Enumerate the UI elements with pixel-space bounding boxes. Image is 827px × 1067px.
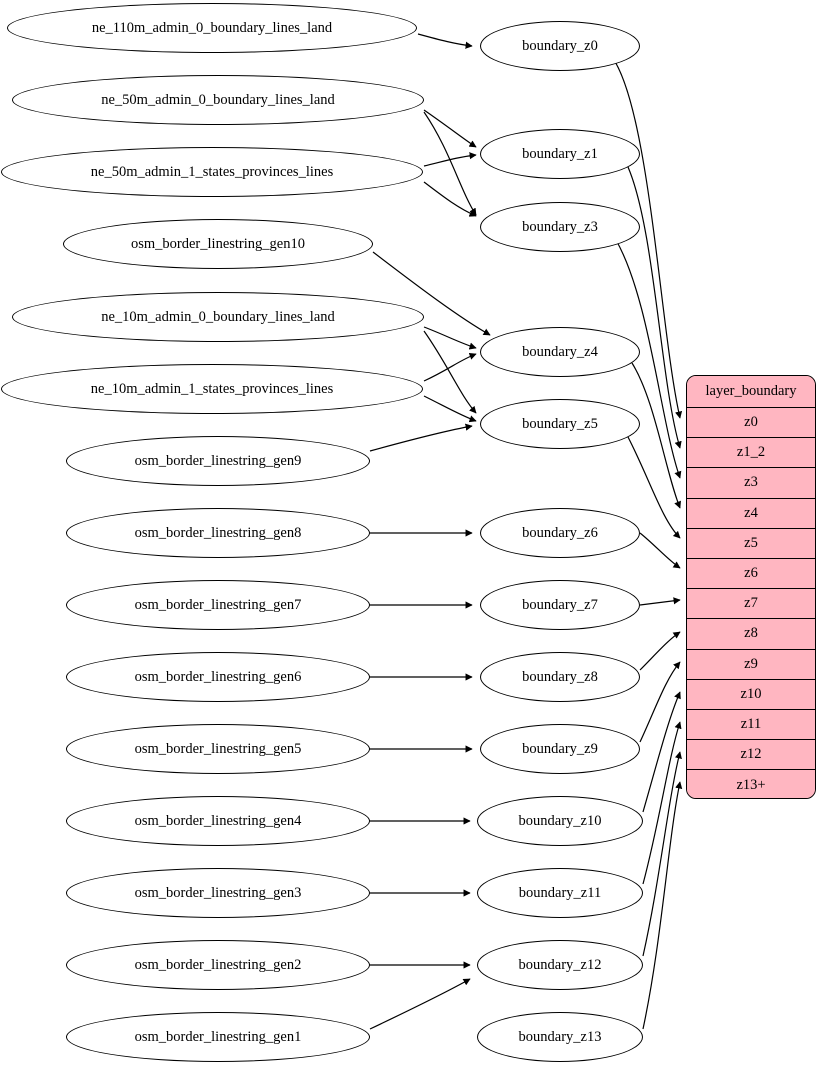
node-label: osm_border_linestring_gen2 [134, 956, 302, 973]
node-label: boundary_z5 [522, 415, 598, 432]
node-boundary[interactable] [480, 580, 640, 630]
node-label: ne_50m_admin_0_boundary_lines_land [101, 91, 335, 108]
node-source[interactable] [1, 364, 423, 414]
node-boundary[interactable] [477, 1012, 643, 1062]
node-boundary[interactable] [480, 652, 640, 702]
node-source[interactable] [66, 652, 370, 702]
node-source[interactable] [66, 940, 370, 990]
node-boundary[interactable] [480, 21, 640, 71]
node-label: osm_border_linestring_gen4 [134, 812, 302, 829]
table-row-z3[interactable]: z3 [687, 468, 815, 498]
table-row-z5[interactable]: z5 [687, 529, 815, 559]
node-source[interactable] [66, 796, 370, 846]
node-label: ne_10m_admin_0_boundary_lines_land [101, 308, 335, 325]
node-label: boundary_z12 [518, 956, 602, 973]
node-label: osm_border_linestring_gen6 [134, 668, 302, 685]
node-label: boundary_z13 [518, 1028, 602, 1045]
table-row-z12[interactable]: z12 [687, 740, 815, 770]
table-header: layer_boundary [687, 376, 815, 408]
node-source[interactable] [66, 868, 370, 918]
node-source[interactable] [12, 75, 424, 125]
node-boundary[interactable] [480, 399, 640, 449]
table-row-z8[interactable]: z8 [687, 619, 815, 649]
node-source[interactable] [66, 1012, 370, 1062]
node-label: boundary_z1 [522, 145, 598, 162]
node-label: boundary_z9 [522, 740, 598, 757]
node-label: boundary_z3 [522, 218, 598, 235]
node-label: boundary_z11 [518, 884, 602, 901]
node-label: ne_110m_admin_0_boundary_lines_land [91, 19, 333, 36]
node-label: ne_50m_admin_1_states_provinces_lines [90, 163, 334, 180]
node-label: osm_border_linestring_gen8 [134, 524, 302, 541]
node-source[interactable] [63, 219, 373, 269]
node-label: boundary_z8 [522, 668, 598, 685]
node-boundary[interactable] [480, 724, 640, 774]
table-row-z9[interactable]: z9 [687, 650, 815, 680]
node-source[interactable] [66, 724, 370, 774]
table-row-z13[interactable]: z13+ [687, 770, 815, 799]
node-boundary[interactable] [480, 129, 640, 179]
node-boundary[interactable] [480, 202, 640, 252]
node-label: osm_border_linestring_gen5 [134, 740, 302, 757]
table-row-z4[interactable]: z4 [687, 499, 815, 529]
table-row-z10[interactable]: z10 [687, 680, 815, 710]
node-source[interactable] [7, 3, 417, 53]
node-label: boundary_z4 [522, 343, 598, 360]
node-source[interactable] [1, 147, 423, 197]
table-row-z1_2[interactable]: z1_2 [687, 438, 815, 468]
node-boundary[interactable] [477, 796, 643, 846]
node-boundary[interactable] [477, 868, 643, 918]
node-label: osm_border_linestring_gen7 [134, 596, 302, 613]
table-row-z7[interactable]: z7 [687, 589, 815, 619]
node-source[interactable] [12, 292, 424, 342]
node-label: boundary_z6 [522, 524, 598, 541]
table-row-z0[interactable]: z0 [687, 408, 815, 438]
node-boundary[interactable] [480, 327, 640, 377]
node-source[interactable] [66, 508, 370, 558]
node-label: osm_border_linestring_gen3 [134, 884, 302, 901]
node-label: ne_10m_admin_1_states_provinces_lines [90, 380, 334, 397]
layer-boundary-table[interactable] [686, 375, 816, 799]
node-boundary[interactable] [480, 508, 640, 558]
node-boundary[interactable] [477, 940, 643, 990]
node-label: boundary_z0 [522, 37, 598, 54]
node-source[interactable] [66, 436, 370, 486]
node-label: boundary_z7 [522, 596, 598, 613]
table-row-z6[interactable]: z6 [687, 559, 815, 589]
node-label: osm_border_linestring_gen1 [134, 1028, 302, 1045]
node-label: osm_border_linestring_gen10 [131, 235, 305, 252]
node-label: boundary_z10 [518, 812, 602, 829]
node-source[interactable] [66, 580, 370, 630]
table-row-z11[interactable]: z11 [687, 710, 815, 740]
node-label: osm_border_linestring_gen9 [134, 452, 302, 469]
